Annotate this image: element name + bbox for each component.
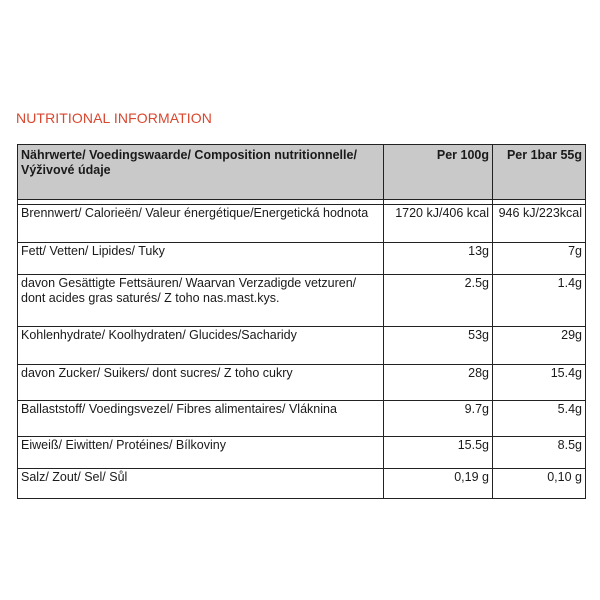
table-row (18, 243, 586, 275)
header-nutrient: Nährwerte/ Voedingswaarde/ Composition nutritionnelle/ Výživové údaje (18, 145, 384, 200)
value-per-100g: 9.7g (384, 401, 493, 437)
table-row (18, 401, 586, 437)
value-per-100g: 1720 kJ/406 kcal (384, 205, 493, 243)
nutrient-label: Ballaststoff/ Voedingsvezel/ Fibres alimentaires/ Vláknina (18, 401, 384, 437)
nutrient-label: Fett/ Vetten/ Lipides/ Tuky (18, 243, 384, 275)
value-per-100g: 2.5g (384, 275, 493, 327)
value-per-bar: 7g (493, 243, 586, 275)
value-per-bar: 29g (493, 327, 586, 365)
value-per-bar: 0,10 g (493, 469, 586, 499)
table-row (18, 469, 586, 499)
table-row (18, 205, 586, 243)
value-per-100g: 15.5g (384, 437, 493, 469)
nutrient-label: davon Gesättigte Fettsäuren/ Waarvan Verzadigde vetzuren/ dont acides gras saturés/ Z toho nas.mast.kys. (18, 275, 384, 327)
value-per-bar: 8.5g (493, 437, 586, 469)
nutrient-label: davon Zucker/ Suikers/ dont sucres/ Z toho cukry (18, 365, 384, 401)
value-per-100g: 53g (384, 327, 493, 365)
table-row (18, 437, 586, 469)
value-per-bar: 1.4g (493, 275, 586, 327)
value-per-bar: 946 kJ/223kcal (493, 205, 586, 243)
nutrient-label: Eiweiß/ Eiwitten/ Protéines/ Bílkoviny (18, 437, 384, 469)
value-per-100g: 13g (384, 243, 493, 275)
page-title: NUTRITIONAL INFORMATION (16, 110, 212, 126)
table-header-row (18, 145, 586, 200)
value-per-100g: 28g (384, 365, 493, 401)
nutrient-label: Kohlenhydrate/ Koolhydraten/ Glucides/Sacharidy (18, 327, 384, 365)
header-per-bar: Per 1bar 55g (493, 145, 586, 200)
table-row (18, 275, 586, 327)
nutrient-label: Salz/ Zout/ Sel/ Sůl (18, 469, 384, 499)
value-per-bar: 5.4g (493, 401, 586, 437)
header-per-100g: Per 100g (384, 145, 493, 200)
value-per-100g: 0,19 g (384, 469, 493, 499)
nutrition-table (17, 144, 586, 499)
value-per-bar: 15.4g (493, 365, 586, 401)
nutrient-label: Brennwert/ Calorieën/ Valeur énergétique/Energetická hodnota (18, 205, 384, 243)
table-row (18, 365, 586, 401)
table-row (18, 327, 586, 365)
